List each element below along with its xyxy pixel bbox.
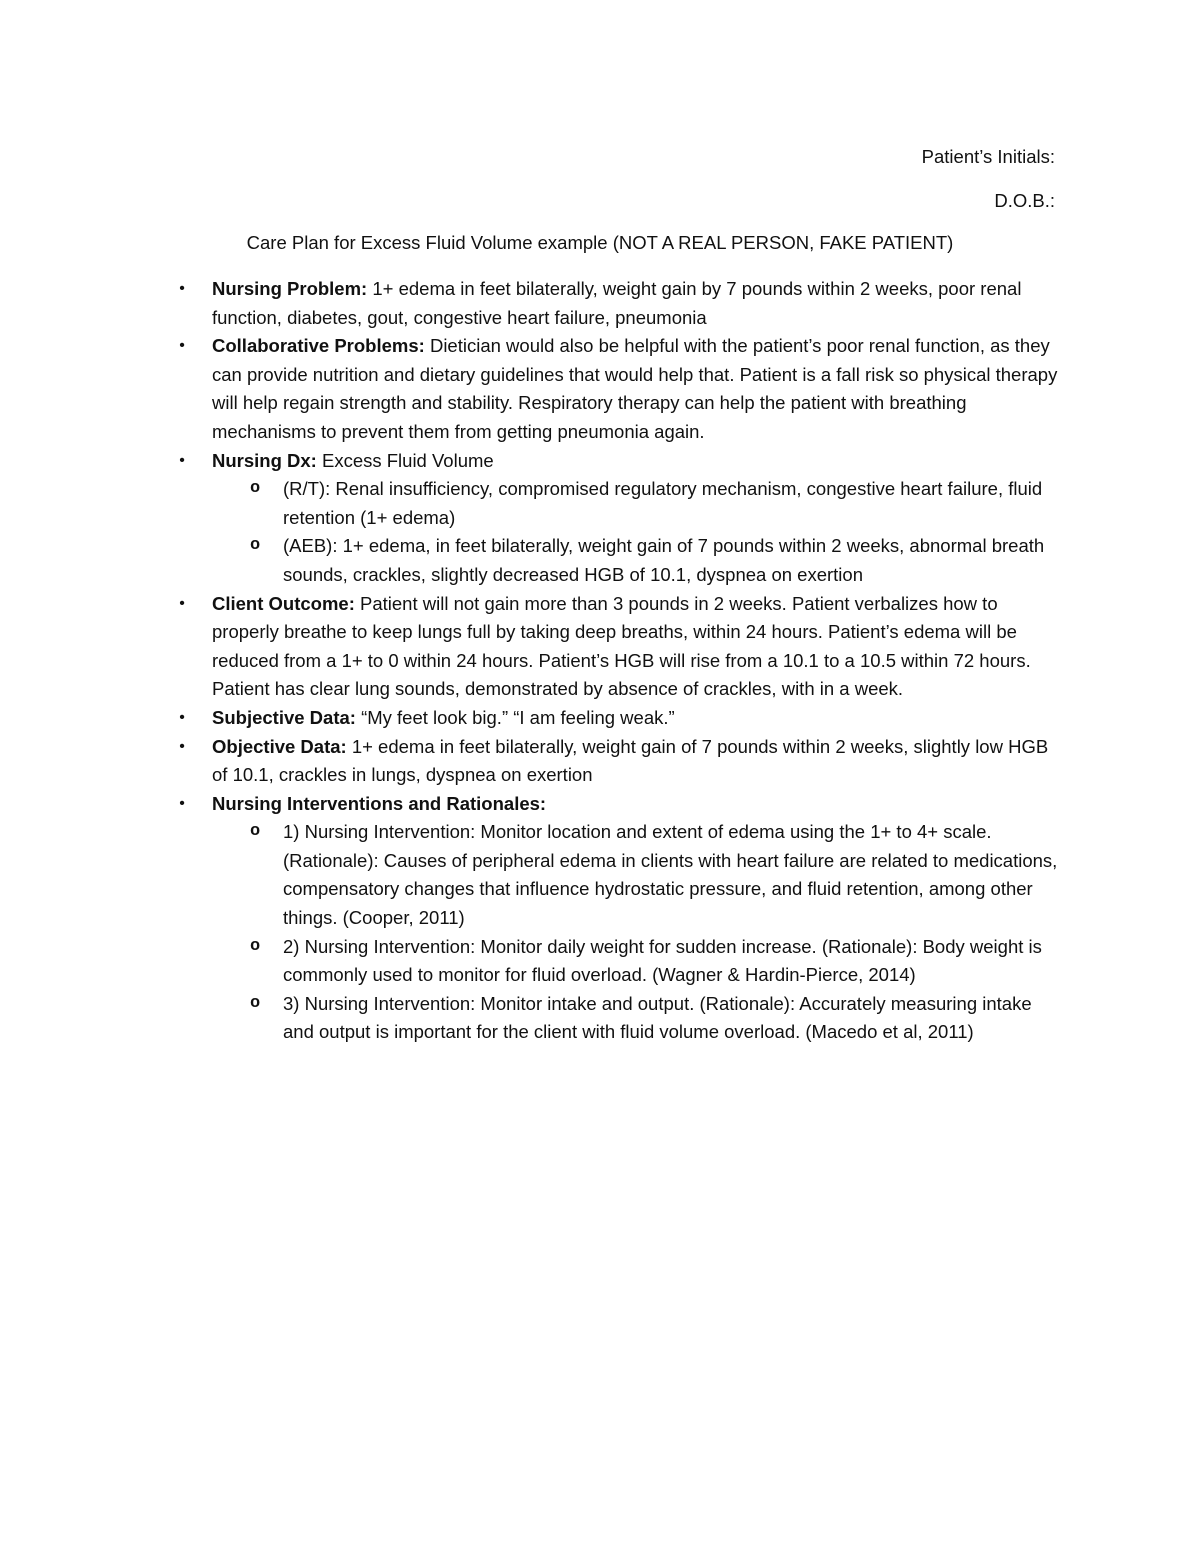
sub-item-related-to (250, 475, 1060, 532)
patient-initials-label: Patient’s Initials: (921, 146, 1055, 167)
intervention-text: 1) Nursing Intervention: Monitor location and extent of edema using the 1+ to 4+ scale. (Rationale): Causes of peripheral edema in clients with heart failure are related to medications, compensatory changes that influence hydrostatic pressure, and fluid retention, among other things. (Cooper, 2011) (283, 821, 1058, 929)
section-client-outcome (179, 590, 1060, 704)
bullet-icon: • (179, 280, 185, 297)
bullet-icon: • (179, 594, 185, 612)
section-text: Patient will not gain more than 3 pounds in 2 weeks. Patient verbalizes how to properly breathe to keep lungs full by taking deep breaths, within 24 hours. Patient’s edema will be reduced from a 1+ to 0 within 24 hours. Patient’s HGB will rise from a 10.1 to a 10.5 within 72 hours. Patient has clear lung sounds, demonstrated by absence of crackles, with in a week. (212, 592, 1031, 700)
section-text: “My feet look big.” “I am feeling weak.” (355, 706, 675, 728)
dob-label: D.O.B.: (994, 190, 1055, 211)
intervention-item (250, 933, 1060, 990)
section-label: Subjective Data: (212, 706, 356, 728)
section-label: Nursing Interventions and Rationales: (212, 792, 547, 814)
interventions-sublist (250, 818, 1060, 1047)
section-label: Nursing Dx: (212, 449, 317, 471)
bullet-icon: • (179, 794, 185, 812)
section-nursing-dx (179, 447, 1060, 590)
section-label: Client Outcome: (212, 592, 355, 614)
bullet-icon: • (179, 451, 185, 469)
sub-bullet-icon: o (250, 822, 261, 842)
sub-item-text: (AEB): 1+ edema, in feet bilaterally, weight gain of 7 pounds within 2 weeks, abnormal breath sounds, crackles, slightly decreased HGB of 10.1, dyspnea on exertion (283, 535, 1045, 585)
intervention-text: 3) Nursing Intervention: Monitor intake and output. (Rationale): Accurately measuring intake and output is important for the client with fluid volume overload. (Macedo et al, 2011) (283, 992, 1032, 1043)
sub-item-text: (R/T): Renal insufficiency, compromised regulatory mechanism, congestive heart failure, fluid retention (1+ edema) (283, 478, 1043, 528)
section-label: Nursing Problem: (212, 278, 368, 299)
bullet-icon: • (179, 737, 185, 755)
sub-bullet-icon: o (250, 536, 261, 556)
section-label: Collaborative Problems: (212, 335, 425, 357)
section-text: 1+ edema in feet bilaterally, weight gain of 7 pounds within 2 weeks, slightly low HGB of 10.1, crackles in lungs, dyspnea on exertion (212, 735, 1049, 786)
nursing-dx-sublist (250, 475, 1060, 589)
sub-bullet-icon: o (250, 479, 261, 499)
sub-bullet-icon: o (250, 936, 261, 956)
section-label: Objective Data: (212, 735, 347, 757)
intervention-text: 2) Nursing Intervention: Monitor daily weight for sudden increase. (Rationale): Body weight is commonly used to monitor for fluid overload. (Wagner & Hardin-Pierce, 2014) (283, 935, 1042, 986)
section-nursing-problem (179, 275, 1060, 332)
intervention-item (250, 818, 1060, 932)
section-nursing-interventions (179, 790, 1060, 1047)
section-text: Dietician would also be helpful with the patient’s poor renal function, as they can provide nutrition and dietary guidelines that would help that. Patient is a fall risk so physical therapy will help regain strength and stability. Respiratory therapy can help the patient with breathing mechanisms to prevent them from getting pneumonia again. (212, 335, 1058, 442)
section-objective-data (179, 733, 1060, 790)
sub-item-as-evidenced-by (250, 532, 1060, 589)
care-plan-list (179, 275, 1060, 1047)
section-subjective-data (179, 704, 1060, 733)
bullet-icon: • (179, 708, 185, 726)
document-title: Care Plan for Excess Fluid Volume example (NOT A REAL PERSON, FAKE PATIENT) (246, 232, 954, 253)
sub-bullet-icon: o (250, 993, 261, 1013)
section-text: Excess Fluid Volume (316, 449, 494, 471)
intervention-item (250, 990, 1060, 1047)
section-collaborative-problems (179, 332, 1060, 446)
section-text: 1+ edema in feet bilaterally, weight gain by 7 pounds within 2 weeks, poor renal function, diabetes, gout, congestive heart failure, pneumonia (212, 278, 1022, 328)
bullet-icon: • (179, 337, 185, 355)
